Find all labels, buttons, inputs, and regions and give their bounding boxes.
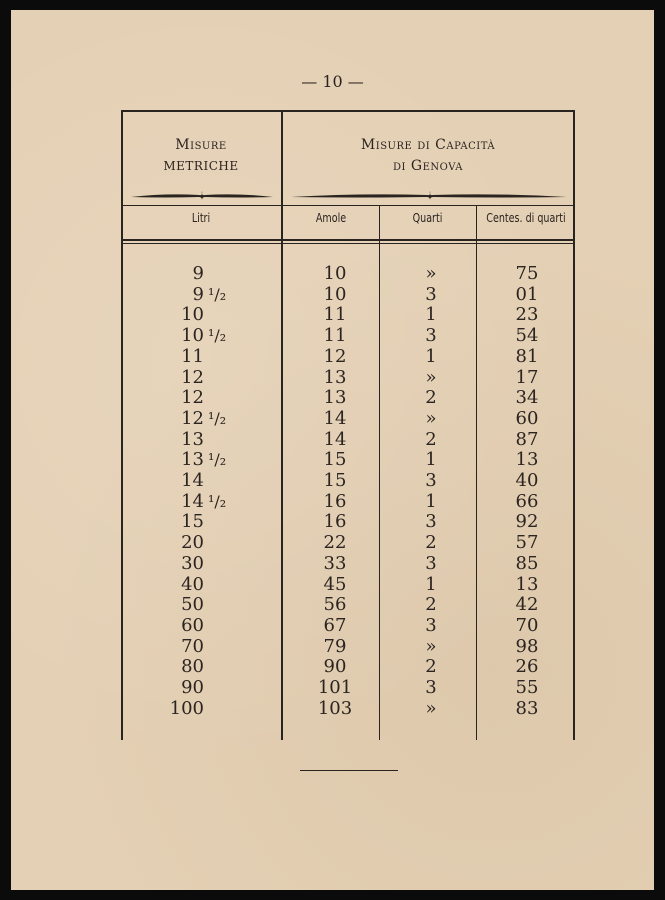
cell-litri	[121, 511, 281, 532]
litri-value: 40	[181, 573, 204, 595]
litri-fraction: ¹/₂	[208, 408, 227, 428]
cell-centes: 55	[515, 677, 539, 698]
cell-litri	[121, 429, 281, 450]
cell-quarti: 1	[425, 304, 437, 326]
cell-amole: 16	[323, 511, 347, 533]
cell-centes: 92	[515, 511, 539, 533]
table-row	[121, 656, 575, 677]
cell-amole: 90	[323, 656, 347, 678]
table-row	[121, 574, 575, 595]
cell-centes: 13	[515, 573, 539, 595]
litri-value: 10	[181, 325, 204, 347]
cell-litri	[121, 263, 281, 284]
cell-centes: 26	[515, 656, 539, 678]
cell-centes: 17	[515, 366, 539, 388]
cell-litri	[121, 656, 281, 677]
cell-litri	[121, 532, 281, 553]
cell-litri	[121, 615, 281, 636]
litri-value: 30	[181, 552, 204, 574]
header-bottom-rule	[121, 239, 575, 241]
cell-litri	[121, 408, 281, 429]
litri-value: 90	[181, 677, 204, 698]
subheader-litri: Litri	[191, 210, 211, 225]
header-bottom-rule-thin	[121, 243, 575, 244]
cell-litri	[121, 449, 281, 470]
cell-centes: 85	[515, 552, 539, 574]
table-row	[121, 511, 575, 532]
cell-centes: 54	[515, 325, 539, 347]
cell-centes: 81	[515, 345, 539, 367]
litri-value: 70	[181, 635, 204, 657]
table-row	[121, 449, 575, 470]
cell-quarti: 1	[425, 490, 437, 512]
cell-amole: 33	[323, 552, 347, 574]
cell-amole: 13	[323, 366, 347, 388]
cell-litri	[121, 636, 281, 657]
header-misure-metriche	[121, 135, 281, 177]
cell-amole: 14	[323, 407, 347, 429]
litri-value: 11	[181, 345, 204, 367]
cell-amole: 11	[323, 304, 347, 326]
cell-amole: 79	[323, 635, 347, 657]
right-swell-rule	[289, 188, 569, 202]
cell-quarti: 1	[425, 573, 437, 595]
cell-quarti: 3	[425, 283, 437, 305]
table-row	[121, 698, 575, 719]
cell-quarti: »	[425, 697, 437, 719]
cell-quarti: »	[425, 263, 437, 284]
cell-quarti: 3	[425, 614, 437, 636]
table-row	[121, 263, 575, 284]
litri-fraction: ¹/₂	[208, 491, 227, 511]
cell-litri	[121, 574, 281, 595]
table-row	[121, 325, 575, 346]
table-row	[121, 677, 575, 698]
cell-quarti: 2	[425, 656, 437, 678]
cell-amole: 16	[323, 490, 347, 512]
table-row	[121, 636, 575, 657]
cell-centes: 23	[515, 304, 539, 326]
cell-litri	[121, 491, 281, 512]
table-row	[121, 470, 575, 491]
cell-amole: 12	[323, 345, 347, 367]
cell-litri	[121, 387, 281, 408]
cell-quarti: »	[425, 635, 437, 657]
cell-quarti: 2	[425, 387, 437, 409]
litri-value: 13	[181, 428, 204, 450]
cell-litri	[121, 367, 281, 388]
capacity-table	[121, 110, 575, 740]
header-right-line2: di Genova	[393, 158, 463, 174]
cell-centes: 60	[515, 407, 539, 429]
header-left-line1: Misure	[175, 137, 227, 153]
cell-quarti: 2	[425, 594, 437, 616]
litri-value: 20	[181, 532, 204, 554]
cell-centes: 13	[515, 449, 539, 471]
cell-amole: 101	[317, 677, 353, 698]
cell-litri	[121, 304, 281, 325]
cell-litri	[121, 553, 281, 574]
cell-quarti: 3	[425, 552, 437, 574]
cell-amole: 103	[317, 697, 353, 719]
cell-centes: 75	[515, 263, 539, 284]
cell-quarti: 3	[425, 677, 437, 698]
book-page	[11, 10, 654, 890]
cell-quarti: 3	[425, 470, 437, 491]
cell-centes: 34	[515, 387, 539, 409]
cell-quarti: »	[425, 366, 437, 388]
litri-value: 12	[181, 407, 204, 429]
cell-centes: 83	[515, 697, 539, 719]
cell-amole: 22	[323, 532, 347, 554]
table-row	[121, 491, 575, 512]
table-row	[121, 615, 575, 636]
cell-litri	[121, 346, 281, 367]
litri-fraction: ¹/₂	[208, 450, 227, 470]
table-row	[121, 408, 575, 429]
cell-litri	[121, 594, 281, 615]
litri-fraction: ¹/₂	[208, 326, 227, 346]
litri-value: 15	[181, 511, 204, 533]
litri-value: 9	[192, 283, 204, 305]
cell-centes: 57	[515, 532, 539, 554]
litri-value: 60	[181, 614, 204, 636]
cell-litri	[121, 698, 281, 719]
table-row	[121, 284, 575, 305]
litri-fraction: ¹/₂	[208, 284, 227, 304]
cell-centes: 70	[515, 614, 539, 636]
cell-litri	[121, 325, 281, 346]
cell-centes: 66	[515, 490, 539, 512]
cell-centes: 87	[515, 428, 539, 450]
table-row	[121, 553, 575, 574]
subheader-quarti: Quarti	[412, 210, 443, 225]
cell-amole: 10	[323, 263, 347, 284]
cell-centes: 42	[515, 594, 539, 616]
cell-quarti: 3	[425, 511, 437, 533]
cell-centes: 40	[515, 470, 539, 491]
cell-amole: 45	[323, 573, 347, 595]
page-number: — 10 —	[301, 72, 364, 91]
litri-value: 13	[181, 449, 204, 471]
litri-value: 80	[181, 656, 204, 678]
cell-amole: 15	[323, 470, 347, 491]
table-top-rule	[121, 110, 575, 112]
litri-value: 10	[181, 304, 204, 326]
cell-amole: 13	[323, 387, 347, 409]
cell-amole: 56	[323, 594, 347, 616]
table-row	[121, 304, 575, 325]
header-left-line2: METRICHE	[163, 159, 239, 173]
cell-amole: 10	[323, 283, 347, 305]
table-row	[121, 387, 575, 408]
header-misure-capacita	[283, 135, 573, 177]
subheader-centes: Centes. di quarti	[486, 210, 566, 225]
litri-value: 14	[181, 470, 204, 491]
cell-centes: 01	[515, 283, 539, 305]
litri-value: 9	[192, 263, 204, 284]
table-row	[121, 532, 575, 553]
table-row	[121, 594, 575, 615]
cell-litri	[121, 677, 281, 698]
subheader-top-rule	[121, 205, 575, 206]
litri-value: 12	[181, 366, 204, 388]
litri-value: 14	[181, 490, 204, 512]
footer-rule	[300, 770, 398, 771]
subheader-amole: Amole	[315, 210, 347, 225]
cell-amole: 14	[323, 428, 347, 450]
left-swell-rule	[129, 188, 275, 202]
litri-value: 50	[181, 594, 204, 616]
cell-litri	[121, 284, 281, 305]
cell-litri	[121, 470, 281, 491]
cell-amole: 15	[323, 449, 347, 471]
cell-quarti: 2	[425, 532, 437, 554]
cell-quarti: 1	[425, 449, 437, 471]
cell-centes: 98	[515, 635, 539, 657]
cell-amole: 11	[323, 325, 347, 347]
cell-amole: 67	[323, 614, 347, 636]
table-row	[121, 367, 575, 388]
table-row	[121, 429, 575, 450]
cell-quarti: 2	[425, 428, 437, 450]
table-row	[121, 346, 575, 367]
header-right-line1: Misure di Capacità	[360, 137, 496, 153]
cell-quarti: »	[425, 407, 437, 429]
cell-quarti: 1	[425, 345, 437, 367]
litri-value: 12	[181, 387, 204, 409]
cell-quarti: 3	[425, 325, 437, 347]
litri-value: 100	[169, 697, 204, 719]
